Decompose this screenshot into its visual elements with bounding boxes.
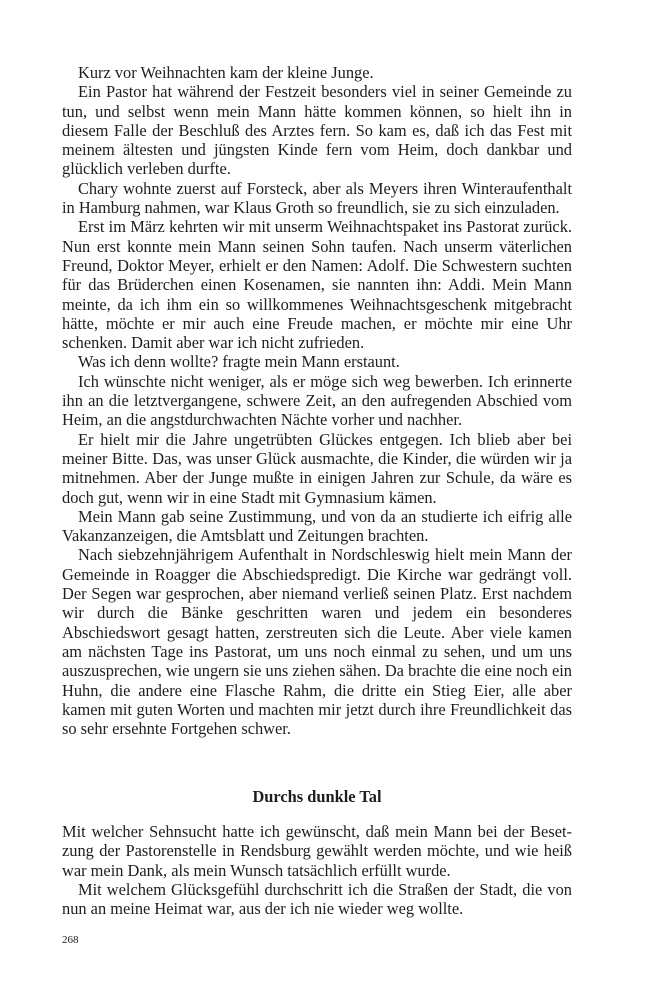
paragraph: Ich wünschte nicht weniger, als er möge sich weg bewerben. Ich erinnerte ihn an die letztvergangene, schwere Zeit, an den aufregenden Abschied vom Heim, an die angstdurchwachten Nächte vorher und nachher. (62, 371, 572, 430)
paragraph: Chary wohnte zuerst auf Forsteck, aber als Meyers ihren Winteraufenthalt in Hamburg nahmen, war Klaus Groth so freundlich, sie zu sich einzuladen. (62, 178, 572, 218)
paragraph: Mein Mann gab seine Zustimmung, und von da an studierte ich eifrig alle Vakanzanzeigen, die Amtsblatt und Zeitungen brachten. (62, 506, 572, 546)
paragraph: Er hielt mir die Jahre ungetrübten Glückes entgegen. Ich blieb aber bei meiner Bitte. Das, was unser Glück ausmachte, die Kinder, die würden wir ja mitnehmen. Aber der Junge mußte in einigen Jahren zur Schule, da wäre es doch gut, wenn wir in eine Stadt mit Gymnasium kämen. (62, 429, 572, 507)
page-number: 268 (62, 934, 79, 946)
paragraph: Ein Pastor hat während der Festzeit besonders viel in seiner Gemeinde zu tun, und selbst wenn mein Mann hätte kommen können, so hielt ihn in diesem Falle der Beschluß des Arztes fern. So kam es, daß ich das Fest mit meinem ältesten und jüngsten Kinde fern vom Heim, doch dankbar und glücklich verleben durfte. (62, 82, 572, 179)
paragraph: Was ich denn wollte? fragte mein Mann erstaunt. (78, 352, 400, 372)
paragraph: Erst im März kehrten wir mit unserm Weihnachtspaket ins Pastorat zurück. Nun erst konnte mein Mann seinen Sohn taufen. Nach unserm väterlichen Freund, Doktor Meyer, erhielt er den Namen: Adolf. Die Schwestern suchten für das Brüderchen einen Kosenamen, sie nannten ihn: Addi. Mein Mann meinte, da ich ihm ein so willkommenes Weihnachtsgeschenk mitgebracht hätte, möchte er mir auch eine Freude machen, er möchte mir eine Uhr schenken. Damit aber war ich nicht zufrieden. (62, 217, 572, 353)
paragraph: Mit welcher Sehnsucht hatte ich gewünscht, daß mein Mann bei der Besetzung der Pastorenstelle in Rendsburg gewählt werden möchte, und wie heiß war mein Dank, als mein Wunsch tatsächlich erfüllt wurde. (62, 822, 572, 880)
paragraph: Kurz vor Weihnachten kam der kleine Junge. (78, 63, 374, 82)
section-heading: Durchs dunkle Tal (252, 787, 382, 806)
body-text (62, 63, 572, 738)
paragraph: Mit welchem Glücksgefühl durchschritt ich die Straßen der Stadt, die von nun an meine Heimat war, aus der ich nie wieder weg wollte. (62, 879, 572, 919)
paragraph: Nach siebzehnjährigem Aufenthalt in Nordschleswig hielt mein Mann der Gemeinde in Roagger die Abschiedspredigt. Die Kirche war gedrängt voll. Der Segen war gesprochen, aber niemand verließ seinen Platz. Erst nachdem wir durch die Bänke geschritten waren und jedem ein besonderes Abschiedswort gesagt hatten, zerstreuten sich die Leute. Aber viele kamen am nächsten Tage ins Pastorat, um uns noch einmal zu sehen, und um uns auszusprechen, wie ungern sie uns ziehen sähen. Da brachte die eine noch ein Huhn, die andere eine Flasche Rahm, die dritte ein Stieg Eier, alle aber kamen mit guten Worten und machten mir jetzt durch ihre Freundlichkeit das so sehr ersehnte Fortgehen schwer. (62, 545, 572, 739)
section-text (62, 822, 572, 918)
